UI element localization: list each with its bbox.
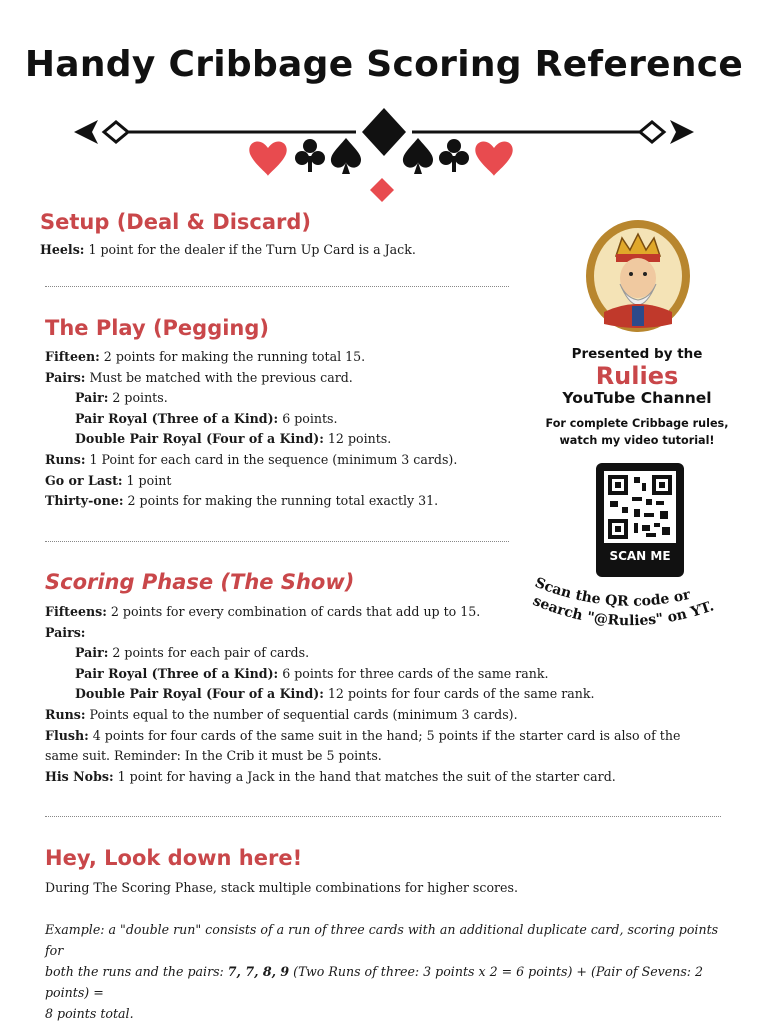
rule-line — [45, 602, 480, 622]
rule-line — [45, 623, 85, 643]
show-section-title: Scoring Phase (The Show) — [45, 570, 355, 594]
rule-term: Pair: — [75, 645, 109, 661]
svg-text:Scan the QR code or: Scan the QR code or — [532, 574, 692, 610]
club-icon — [295, 139, 325, 172]
rule-line — [45, 429, 391, 449]
rule-line — [45, 684, 595, 704]
arrow-left-icon — [74, 120, 98, 144]
rule-line — [45, 471, 171, 491]
rule-line — [45, 347, 365, 367]
rule-term: His Nobs: — [45, 768, 114, 784]
svg-text:search "@Rulies" on YT.: search "@Rulies" on YT. — [530, 592, 717, 630]
rule-term: Flush: — [45, 727, 89, 743]
rule-term: Double Pair Royal (Four of a Kind): — [75, 431, 324, 447]
lookdown-section-title: Hey, Look down here! — [45, 846, 303, 870]
rule-text: 2 points for each pair of cards. — [108, 645, 310, 661]
tutorial-note-line-1: For complete Cribbage rules, — [545, 417, 729, 430]
channel-text: YouTube Channel — [562, 389, 712, 407]
lookdown-intro: During The Scoring Phase, stack multiple combinations for higher scores. — [45, 880, 518, 895]
presented-by-text: Presented by the — [571, 346, 703, 362]
rule-text: 2 points for making the running total exactly 31. — [123, 493, 439, 509]
card-suits-ornament — [70, 100, 698, 210]
club-icon — [439, 139, 469, 172]
spade-icon — [403, 138, 433, 174]
qr-code-icon — [604, 471, 676, 543]
rule-text: 12 points. — [323, 431, 392, 447]
rule-text: 6 points for three cards of the same rank. — [278, 665, 549, 681]
setup-heels-line: Heels: 1 point for the dealer if the Turn Up Card is a Jack. — [40, 242, 416, 257]
rule-term: Fifteen: — [45, 349, 100, 364]
rule-text: 12 points for four cards of the same rank. — [323, 686, 595, 702]
rule-term: Runs: — [45, 452, 86, 467]
divider — [45, 816, 721, 817]
rule-text: 2 points. — [108, 390, 168, 406]
rule-term: Thirty-one: — [45, 493, 124, 509]
divider — [45, 541, 509, 542]
rule-term: Go or Last: — [45, 472, 123, 488]
rule-term: Pairs: — [45, 624, 86, 640]
spade-icon — [331, 138, 361, 174]
rule-term: Pairs: — [45, 369, 86, 385]
rule-line — [45, 746, 382, 766]
qr-code-button[interactable] — [596, 463, 684, 577]
diamond-icon — [370, 178, 394, 202]
heart-icon — [249, 141, 286, 176]
rule-text: 2 points for every combination of cards that add up to 15. — [106, 604, 481, 619]
rule-line — [45, 705, 518, 725]
rule-line — [45, 643, 309, 663]
rule-term: Pair: — [75, 390, 109, 406]
rule-text: 1 point — [122, 472, 172, 488]
rule-line — [45, 409, 338, 429]
rule-text: 6 points. — [278, 410, 338, 426]
rule-line — [45, 664, 549, 684]
setup-section-title: Setup (Deal & Discard) — [40, 210, 312, 234]
rule-line — [45, 491, 438, 511]
page-title: Handy Cribbage Scoring Reference — [24, 44, 744, 85]
brand-name: Rulies — [595, 362, 679, 390]
double-run-example: Example: a "double run" consists of a run of three cards with an additional duplicate card, scoring points for both the runs and the pairs: 7, 7, 8, 9 (Two Runs of three: 3 points x 2 = 6 points) + (Pair of Sevens: 2 points) = 8 points total. — [45, 922, 719, 1021]
tutorial-note-line-2: watch my video tutorial! — [559, 434, 715, 447]
play-section-title: The Play (Pegging) — [45, 316, 270, 340]
rule-text: Points equal to the number of sequential cards (minimum 3 cards). — [85, 707, 518, 722]
rule-line — [45, 767, 616, 787]
scan-me-label: SCAN ME — [609, 549, 671, 563]
rule-line — [45, 726, 680, 746]
rule-term: Runs: — [45, 707, 86, 722]
divider — [45, 286, 509, 287]
rule-line — [45, 368, 353, 388]
rule-text: Must be matched with the previous card. — [85, 369, 353, 385]
rule-line — [45, 388, 168, 408]
rule-text: 2 points for making the running total 15. — [99, 349, 366, 364]
rule-term: Pair Royal (Three of a Kind): — [75, 410, 279, 426]
heart-icon — [475, 141, 512, 176]
rule-text: 1 point for having a Jack in the hand that matches the suit of the starter card. — [113, 768, 616, 784]
rule-line — [45, 450, 457, 470]
rule-term: Pair Royal (Three of a Kind): — [75, 665, 279, 681]
rule-text: 1 Point for each card in the sequence (minimum 3 cards). — [85, 452, 458, 467]
scan-instruction-curved-text — [520, 566, 764, 646]
arrow-right-icon — [670, 120, 694, 144]
rule-text: same suit. Reminder: In the Crib it must be 5 points. — [45, 748, 382, 764]
king-portrait-icon — [582, 216, 694, 336]
rule-term: Double Pair Royal (Four of a Kind): — [75, 686, 324, 702]
rule-text: 4 points for four cards of the same suit in the hand; 5 points if the starter card is also of the — [88, 727, 681, 743]
rule-term: Fifteens: — [45, 604, 107, 619]
diamond-icon — [362, 108, 406, 156]
